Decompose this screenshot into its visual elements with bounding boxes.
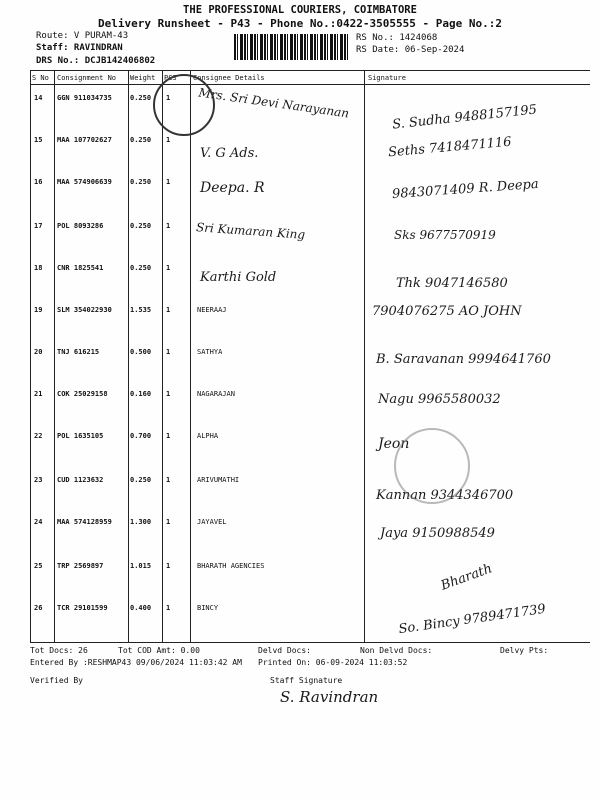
- row-consignee: BINCY: [197, 604, 219, 612]
- handwritten-consignee: V. G Ads.: [200, 146, 259, 161]
- row-consignment: GGN 911034735: [57, 94, 112, 102]
- row-weight: 0.400: [130, 604, 152, 612]
- row-sno: 16: [34, 178, 43, 186]
- non-delivered-docs: Non Delvd Docs:: [360, 646, 433, 655]
- handwritten-consignee: Sri Kumaran King: [195, 220, 306, 242]
- col-header-consignee: Consignee Details: [193, 74, 265, 82]
- handwritten-signature: Sks 9677570919: [394, 228, 496, 242]
- row-consignee: NAGARAJAN: [197, 390, 235, 398]
- col-header-weight: Weight: [130, 74, 156, 82]
- rs-number: RS No.: 1424068: [356, 33, 438, 43]
- row-weight: 0.250: [130, 264, 152, 272]
- col-divider: [190, 70, 191, 642]
- handwritten-signature: 7904076275 AO JOHN: [372, 304, 522, 319]
- handwritten-consignee: Karthi Gold: [200, 270, 277, 285]
- row-weight: 0.250: [130, 94, 152, 102]
- row-consignee: ARIVUMATHI: [197, 476, 240, 484]
- row-consignment: MAA 574906639: [57, 178, 112, 186]
- row-consignee: JAYAVEL: [197, 518, 227, 526]
- col-divider: [54, 70, 55, 642]
- delivered-docs: Delvd Docs:: [258, 646, 311, 655]
- row-weight: 1.300: [130, 518, 152, 526]
- table-bottom-rule: [30, 642, 590, 643]
- total-docs: Tot Docs: 26: [30, 646, 88, 655]
- route-label: Route: V PURAM-43: [36, 31, 129, 41]
- row-sno: 19: [34, 306, 43, 314]
- handwritten-consignee: Mrs. Sri Devi Narayanan: [197, 85, 350, 121]
- row-pcs: 1: [166, 136, 171, 144]
- handwritten-signature: B. Saravanan 9994641760: [376, 352, 551, 367]
- row-weight: 1.015: [130, 562, 152, 570]
- handwritten-signature: Thk 9047146580: [396, 276, 508, 291]
- delivery-points: Delvy Pts:: [500, 646, 549, 655]
- col-divider: [128, 70, 129, 642]
- row-consignment: POL 8093286: [57, 222, 104, 230]
- barcode: [234, 34, 350, 60]
- row-pcs: 1: [166, 178, 171, 186]
- handwritten-signature: Nagu 9965580032: [378, 392, 501, 407]
- row-consignee: BHARATH AGENCIES: [197, 562, 265, 570]
- row-weight: 0.700: [130, 432, 152, 440]
- handwritten-signature: So. Bincy 9789471739: [397, 601, 547, 638]
- row-consignment: TRP 2569897: [57, 562, 104, 570]
- row-consignment: TCR 29101599: [57, 604, 108, 612]
- row-pcs: 1: [166, 264, 171, 272]
- table-top-rule: [30, 70, 590, 71]
- company-stamp: [153, 74, 215, 136]
- row-consignment: SLM 354022930: [57, 306, 112, 314]
- handwritten-signature: Seths 7418471116: [387, 134, 513, 161]
- row-pcs: 1: [166, 94, 171, 102]
- row-sno: 24: [34, 518, 43, 526]
- handwritten-consignee: Deepa. R: [200, 180, 265, 196]
- col-header-consignment: Consignment No: [57, 74, 117, 82]
- row-consignment: CUD 1123632: [57, 476, 104, 484]
- row-sno: 22: [34, 432, 43, 440]
- row-sno: 25: [34, 562, 43, 570]
- row-consignment: POL 1635105: [57, 432, 104, 440]
- row-pcs: 1: [166, 432, 171, 440]
- row-sno: 15: [34, 136, 43, 144]
- row-consignment: MAA 107702627: [57, 136, 112, 144]
- company-title: THE PROFESSIONAL COURIERS, COIMBATORE: [183, 4, 417, 16]
- row-weight: 0.250: [130, 476, 152, 484]
- col-divider: [364, 70, 365, 642]
- row-weight: 0.250: [130, 178, 152, 186]
- row-weight: 0.250: [130, 136, 152, 144]
- row-weight: 0.250: [130, 222, 152, 230]
- row-consignment: MAA 574128959: [57, 518, 112, 526]
- handwritten-signature: Jaya 9150988549: [380, 526, 495, 541]
- row-sno: 23: [34, 476, 43, 484]
- row-pcs: 1: [166, 306, 171, 314]
- row-pcs: 1: [166, 476, 171, 484]
- row-pcs: 1: [166, 518, 171, 526]
- handwritten-signature: Kannan 9344346700: [376, 488, 514, 503]
- handwritten-signature: 9843071409 R. Deepa: [391, 176, 540, 203]
- row-sno: 20: [34, 348, 43, 356]
- row-weight: 0.160: [130, 390, 152, 398]
- row-weight: 0.500: [130, 348, 152, 356]
- col-header-sno: S No: [32, 74, 49, 82]
- row-pcs: 1: [166, 222, 171, 230]
- runsheet-title: Delivery Runsheet - P43 - Phone No.:0422-3505555 - Page No.:2: [98, 17, 502, 30]
- printed-on: Printed On: 06-09-2024 11:03:52: [258, 658, 408, 667]
- row-weight: 1.535: [130, 306, 152, 314]
- total-cod: Tot COD Amt: 0.00: [118, 646, 200, 655]
- consignee-stamp: [394, 428, 470, 504]
- row-pcs: 1: [166, 348, 171, 356]
- staff-signature-label: Staff Signature: [270, 676, 343, 685]
- row-consignment: COK 25029158: [57, 390, 108, 398]
- row-sno: 26: [34, 604, 43, 612]
- rs-date: RS Date: 06-Sep-2024: [356, 45, 465, 55]
- col-header-pcs: PCS: [164, 74, 177, 82]
- row-consignment: TNJ 616215: [57, 348, 100, 356]
- table-header-rule: [30, 84, 590, 85]
- entered-by: Entered By :RESHMAP43 09/06/2024 11:03:42 AM: [30, 658, 242, 667]
- row-sno: 21: [34, 390, 43, 398]
- handwritten-signature: Jeon: [378, 436, 410, 452]
- row-consignee: NEERAAJ: [197, 306, 227, 314]
- row-sno: 17: [34, 222, 43, 230]
- col-divider: [162, 70, 163, 642]
- row-sno: 14: [34, 94, 43, 102]
- row-consignment: CNR 1825541: [57, 264, 104, 272]
- table-border-left: [30, 70, 31, 642]
- row-sno: 18: [34, 264, 43, 272]
- staff-handwritten-signature: S. Ravindran: [280, 688, 379, 706]
- row-pcs: 1: [166, 604, 171, 612]
- row-consignee: ALPHA: [197, 432, 219, 440]
- verified-by-label: Verified By: [30, 676, 83, 685]
- drs-label: DRS No.: DCJB142406802: [36, 56, 156, 66]
- row-pcs: 1: [166, 562, 171, 570]
- row-consignee: SATHYA: [197, 348, 223, 356]
- row-pcs: 1: [166, 390, 171, 398]
- col-header-signature: Signature: [368, 74, 406, 82]
- staff-label: Staff: RAVINDRAN: [36, 43, 123, 53]
- handwritten-signature: Bharath: [439, 561, 495, 594]
- handwritten-signature: S. Sudha 9488157195: [391, 102, 538, 133]
